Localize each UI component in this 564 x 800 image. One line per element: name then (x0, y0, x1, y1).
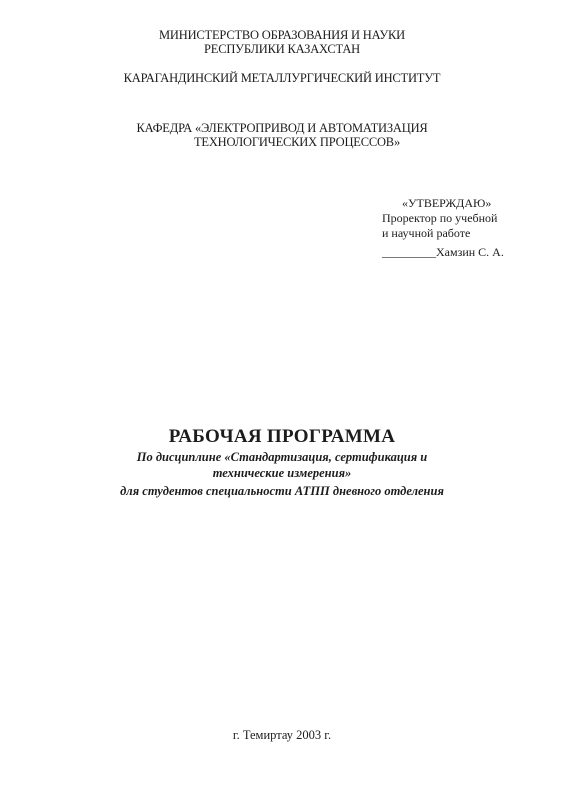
subtitle-line-1: По дисциплине «Стандартизация, сертификация и (136, 450, 428, 464)
place-and-year: г. Темиртау 2003 г. (232, 728, 332, 742)
approval-line-1: Проректор по учебной (382, 211, 498, 225)
subtitle-line-2: технические измерения» (212, 466, 352, 480)
ministry-line-2: РЕСПУБЛИКИ КАЗАХСТАН (204, 42, 360, 56)
department-line-2: ТЕХНОЛОГИЧЕСКИХ ПРОЦЕССОВ» (193, 135, 400, 149)
ministry-line-1: МИНИСТЕРСТВО ОБРАЗОВАНИЯ И НАУКИ (159, 28, 405, 42)
subtitle-line-3: для студентов специальности АТПП дневного отделения (120, 484, 444, 498)
document-title: РАБОЧАЯ ПРОГРАММА (168, 426, 396, 447)
institute-name: КАРАГАНДИНСКИЙ МЕТАЛЛУРГИЧЕСКИЙ ИНСТИТУТ (123, 71, 441, 85)
approval-line-2: и научной работе (382, 226, 471, 240)
department-line-1: КАФЕДРА «ЭЛЕКТРОПРИВОД И АВТОМАТИЗАЦИЯ (136, 121, 428, 135)
approval-signature: _________Хамзин С. А. (382, 245, 504, 259)
approval-heading: «УТВЕРЖДАЮ» (402, 196, 492, 210)
